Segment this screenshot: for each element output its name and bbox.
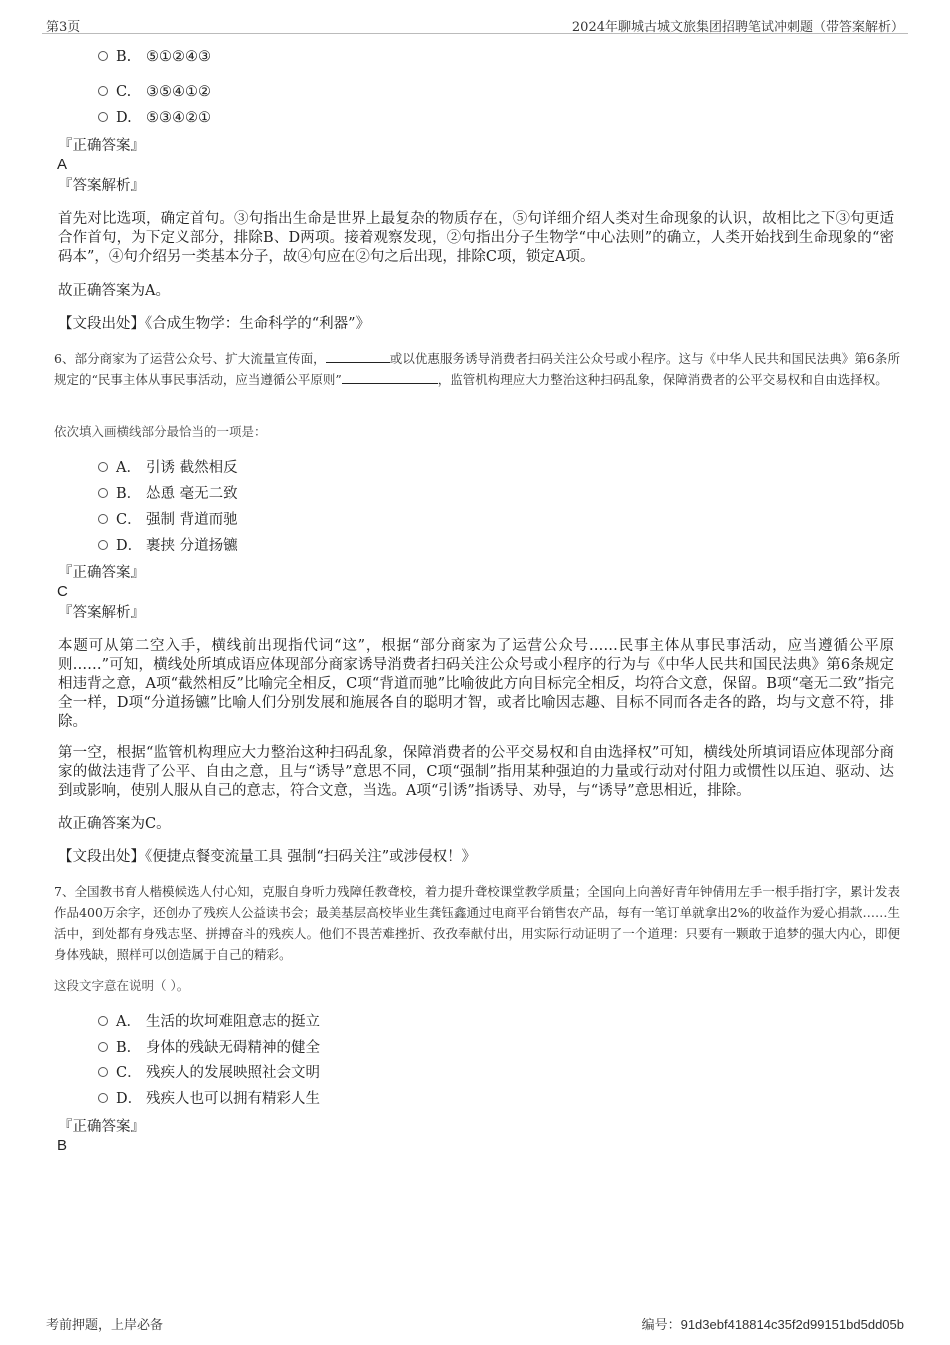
q6-blank-2 bbox=[342, 370, 438, 384]
document-code: 编号：91d3ebf418814c35f2d99151bd5dd05b bbox=[641, 1317, 904, 1333]
q5-option-c[interactable]: C. ③⑤④①② bbox=[98, 82, 211, 102]
q6-correct-answer-label: 『正确答案』 bbox=[58, 565, 145, 581]
q6-analysis-text-2: 第一空，根据“监管机构理应大力整治这种扫码乱象，保障消费者的公平交易权和自由选择权”可知，横线处所填词语应体现部分商家的做法违背了公平、自由之意，且与“诱导”意思不同，C项“强制”指用某种强迫的力量或行动对付阻力或惯性以压迫、驱动、达到或影响，使别人服从自己的意志，符合文意，当选。A项“引诱”指诱导、劝导，与“诱导”意思相近，排除。 bbox=[58, 745, 894, 799]
q6-option-d[interactable]: D． 裹挟 分道扬镳 bbox=[98, 536, 238, 556]
q6-option-b[interactable]: B． 怂恿 毫无二致 bbox=[98, 484, 238, 504]
radio-icon[interactable] bbox=[98, 1016, 108, 1026]
q6-answer: C bbox=[57, 583, 68, 600]
document-title: 2024年聊城古城文旅集团招聘笔试冲刺题（带答案解析） bbox=[571, 20, 904, 35]
q6-prompt: 依次填入画横线部分最恰当的一项是： bbox=[54, 424, 267, 439]
q7-stem: 7、全国教书育人楷模候选人付心知，克服自身听力残障任教聋校，着力提升聋校课堂教学质量；全国向上向善好青年钟倩用左手一根手指打字，累计发表作品400万余字，还创办了残疾人公益读书会；最美基层高校毕业生龚钰鑫通过电商平台销售农产品，每有一笔订单就拿出2%的收益作为爱心捐款……生活中，到处都有身残志坚、拼搏奋斗的残疾人。他们不畏苦难挫折、孜孜奉献付出，用实际行动证明了一个道理：只要有一颗敢于追梦的强大内心，即便身体残缺，照样可以创造属于自己的精彩。 bbox=[54, 884, 900, 962]
q5-source: 【文段出处】《合成生物学：生命科学的“利器”》 bbox=[58, 316, 371, 332]
q5-analysis-text: 首先对比选项，确定首句。③句指出生命是世界上最复杂的物质存在，⑤句详细介绍人类对生命现象的认识，故相比之下③句更适合作首句，为下定义部分，排除B、D两项。接着观察发现，②句指出分子生物学“中心法则”的确立，人类开始找到生命现象的“密码本”，④句介绍另一类基本分子，故④句应在②句之后出现，排除C项，锁定A项。 bbox=[58, 211, 894, 265]
q6-option-a[interactable]: A． 引诱 截然相反 bbox=[98, 458, 238, 478]
radio-icon[interactable] bbox=[98, 86, 108, 96]
q7-option-a[interactable]: A． 生活的坎坷难阻意志的挺立 bbox=[98, 1012, 320, 1032]
q7-answer: B bbox=[57, 1137, 68, 1154]
q6-conclusion: 故正确答案为C。 bbox=[58, 816, 171, 832]
radio-icon[interactable] bbox=[98, 1093, 108, 1103]
q5-answer: A bbox=[57, 156, 68, 173]
q5-option-d[interactable]: D. ⑤③④②① bbox=[98, 108, 211, 128]
q5-analysis-label: 『答案解析』 bbox=[58, 178, 145, 194]
q7-option-b[interactable]: B． 身体的残缺无碍精神的健全 bbox=[98, 1038, 320, 1058]
q6-source: 【文段出处】《便捷点餐变流量工具 强制“扫码关注”或涉侵权！》 bbox=[58, 849, 477, 865]
q6-blank-1 bbox=[326, 349, 390, 363]
q5-correct-answer-label: 『正确答案』 bbox=[58, 138, 145, 154]
q7-correct-answer-label: 『正确答案』 bbox=[58, 1119, 145, 1135]
page-header bbox=[42, 14, 908, 34]
radio-icon[interactable] bbox=[98, 514, 108, 524]
radio-icon[interactable] bbox=[98, 1067, 108, 1077]
q7-prompt: 这段文字意在说明（ ）。 bbox=[54, 978, 190, 993]
q6-option-c[interactable]: C． 强制 背道而驰 bbox=[98, 510, 238, 530]
q7-option-c[interactable]: C． 残疾人的发展映照社会文明 bbox=[98, 1063, 320, 1083]
page-number: 第3页 bbox=[46, 20, 81, 35]
footer-slogan: 考前押题，上岸必备 bbox=[46, 1318, 164, 1333]
radio-icon[interactable] bbox=[98, 488, 108, 498]
radio-icon[interactable] bbox=[98, 1042, 108, 1052]
q5-conclusion: 故正确答案为A。 bbox=[58, 283, 170, 299]
page-footer bbox=[42, 1312, 908, 1334]
q7-option-d[interactable]: D． 残疾人也可以拥有精彩人生 bbox=[98, 1089, 320, 1109]
q5-option-b[interactable]: B. ⑤①②④③ bbox=[98, 47, 211, 67]
q6-analysis-text-1: 本题可从第二空入手，横线前出现指代词“这”，根据“部分商家为了运营公众号……民事主体从事民事活动，应当遵循公平原则……”可知，横线处所填成语应体现部分商家诱导消费者扫码关注公众号或小程序的行为与《中华人民共和国民法典》第6条规定相违背之意，A项“截然相反”比喻完全相反，C项“背道而驰”比喻彼此方向目标完全相反，均符合文意，保留。B项“毫无二致”指完全一样，D项“分道扬镳”比喻人们分别发展和施展各自的聪明才智，或者比喻因志趣、目标不同而各走各的路，均与文意不符，排除。 bbox=[58, 638, 894, 730]
q6-stem: 6、部分商家为了运营公众号、扩大流量宣传面， 或以优惠服务诱导消费者扫码关注公众号或小程序。这与《中华人民共和国民法典》第6条所规定的“民事主体从事民事活动，应当遵循公平原则” ，监管机构理应大力整治这种扫码乱象，保障消费者的公平交易权和自由选择权。 bbox=[54, 351, 900, 387]
radio-icon[interactable] bbox=[98, 540, 108, 550]
radio-icon[interactable] bbox=[98, 112, 108, 122]
q6-analysis-label: 『答案解析』 bbox=[58, 605, 145, 621]
radio-icon[interactable] bbox=[98, 51, 108, 61]
radio-icon[interactable] bbox=[98, 462, 108, 472]
